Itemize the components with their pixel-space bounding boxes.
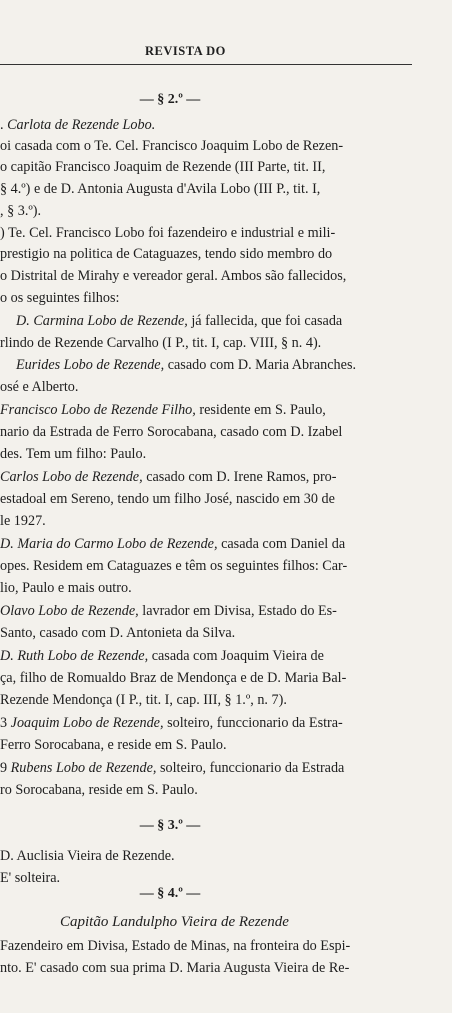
text-run: oi casada com o Te. Cel. Francisco Joaquim Lobo de Rezen- (0, 138, 344, 154)
text-line (0, 848, 175, 865)
text-line (0, 268, 346, 285)
text-run: Fazendeiro em Divisa, Estado de Minas, na fronteira do Espi- (0, 938, 351, 954)
text-line (0, 558, 347, 575)
text-line (0, 424, 342, 441)
text-run: solteiro, funccionario da Estrada (156, 760, 345, 776)
person-name: Eurides Lobo de Rezende, (16, 357, 165, 373)
person-name: Rubens Lobo de Rezende, (10, 760, 157, 776)
text-line (0, 737, 227, 754)
text-line (0, 580, 132, 597)
text-line (0, 692, 287, 709)
text-run: estadoal em Sereno, tendo um filho José, nascido em 30 de (0, 491, 335, 507)
person-name: Francisco Lobo de Rezende Filho, (0, 402, 196, 418)
person-name: Joaquim Lobo de Rezende, (10, 715, 164, 731)
text-line (0, 446, 146, 463)
text-run: solteiro, funccionario da Estra- (163, 715, 343, 731)
text-run: Santo, casado com D. Antonieta da Silva. (0, 625, 236, 641)
person-title: Capitão Landulpho Vieira de Rezende (60, 914, 289, 930)
text-line (0, 491, 335, 508)
text-line (0, 335, 321, 352)
person-name: D. Maria do Carmo Lobo de Rezende, (0, 536, 218, 552)
person-name: Olavo Lobo de Rezende, (0, 603, 139, 619)
section-heading-2: — § 2.º — (139, 92, 201, 107)
text-run: ro Sorocabana, reside em S. Paulo. (0, 782, 198, 798)
text-run: . (0, 117, 8, 133)
page-header (0, 38, 452, 68)
text-line (0, 138, 343, 155)
person-name: Carlota de Rezende Lobo. (7, 117, 156, 133)
header-rule (0, 64, 412, 65)
text-run: le 1927. (0, 513, 46, 529)
text-line (0, 938, 350, 955)
text-line (0, 782, 198, 799)
text-line (0, 536, 345, 553)
text-run: casado com D. Maria Abranches. (164, 357, 357, 373)
text-line (16, 313, 342, 330)
text-line (0, 203, 41, 220)
text-line (0, 513, 46, 530)
text-run: casada com Joaquim Vieira de (148, 648, 324, 664)
text-line (0, 603, 337, 620)
text-run: o os seguintes filhos: (0, 290, 120, 306)
text-run: Ferro Sorocabana, e reside em S. Paulo. (0, 737, 227, 753)
section-heading-3: — § 3.º — (139, 818, 201, 833)
text-run: casado com D. Irene Ramos, pro- (142, 469, 337, 485)
text-run: residente em S. Paulo, (195, 402, 326, 418)
person-name: D. Carmina Lobo de Rezende, (16, 313, 188, 329)
text-line (0, 469, 337, 486)
text-run: Rezende Mendonça (I P., tit. I, cap. III, § 1.º, n. 7). (0, 692, 287, 708)
text-run: rlindo de Rezende Carvalho (I P., tit. I, cap. VIII, § n. 4). (0, 335, 322, 351)
text-run: ) Te. Cel. Francisco Lobo foi fazendeiro e industrial e mili- (0, 225, 336, 241)
text-line (16, 357, 356, 374)
text-run: § 4.º) e de D. Antonia Augusta d'Avila Lobo (III P., tit. I, (0, 181, 321, 197)
text-run: nario da Estrada de Ferro Sorocabana, casado com D. Izabel (0, 424, 343, 440)
text-run: E' solteira. (0, 870, 61, 886)
text-run: o Distrital de Mirahy e vereador geral. Ambos são fallecidos, (0, 268, 347, 284)
person-name: D. Ruth Lobo de Rezende, (0, 648, 149, 664)
text-line (0, 402, 326, 419)
text-line (0, 159, 325, 176)
text-line (0, 760, 344, 777)
running-header-title: REVISTA DO (145, 44, 226, 58)
text-run: 9 (0, 760, 11, 776)
text-line (0, 181, 320, 198)
text-line (0, 960, 349, 977)
text-line (0, 625, 235, 642)
text-run: nto. E' casado com sua prima D. Maria Augusta Vieira de Re- (0, 960, 350, 976)
text-line (0, 379, 78, 396)
text-run: ça, filho de Romualdo Braz de Mendonça e de D. Maria Bal- (0, 670, 347, 686)
text-run: , § 3.º). (0, 203, 42, 219)
text-run: já fallecida, que foi casada (187, 313, 343, 329)
section-heading-4: — § 4.º — (139, 886, 201, 901)
text-line (0, 870, 60, 887)
text-line (0, 670, 346, 687)
text-run: osé e Alberto. (0, 379, 79, 395)
text-line (0, 290, 119, 307)
text-run: o capitão Francisco Joaquim de Rezende (III Parte, tit. II, (0, 159, 326, 175)
text-line (0, 117, 155, 134)
text-run: lavrador em Divisa, Estado do Es- (138, 603, 337, 619)
text-run: lio, Paulo e mais outro. (0, 580, 132, 596)
text-line (0, 715, 343, 732)
text-run: prestigio na politica de Cataguazes, tendo sido membro do (0, 246, 333, 262)
text-run: casada com Daniel da (217, 536, 346, 552)
text-run: des. Tem um filho: Paulo. (0, 446, 147, 462)
text-line (0, 246, 332, 263)
text-line (0, 648, 324, 665)
text-run: D. Auclisia Vieira de Rezende. (0, 848, 175, 864)
person-name: Carlos Lobo de Rezende, (0, 469, 143, 485)
text-line (0, 225, 335, 242)
text-run: opes. Residem em Cataguazes e têm os seguintes filhos: Car- (0, 558, 348, 574)
text-run: 3 (0, 715, 11, 731)
